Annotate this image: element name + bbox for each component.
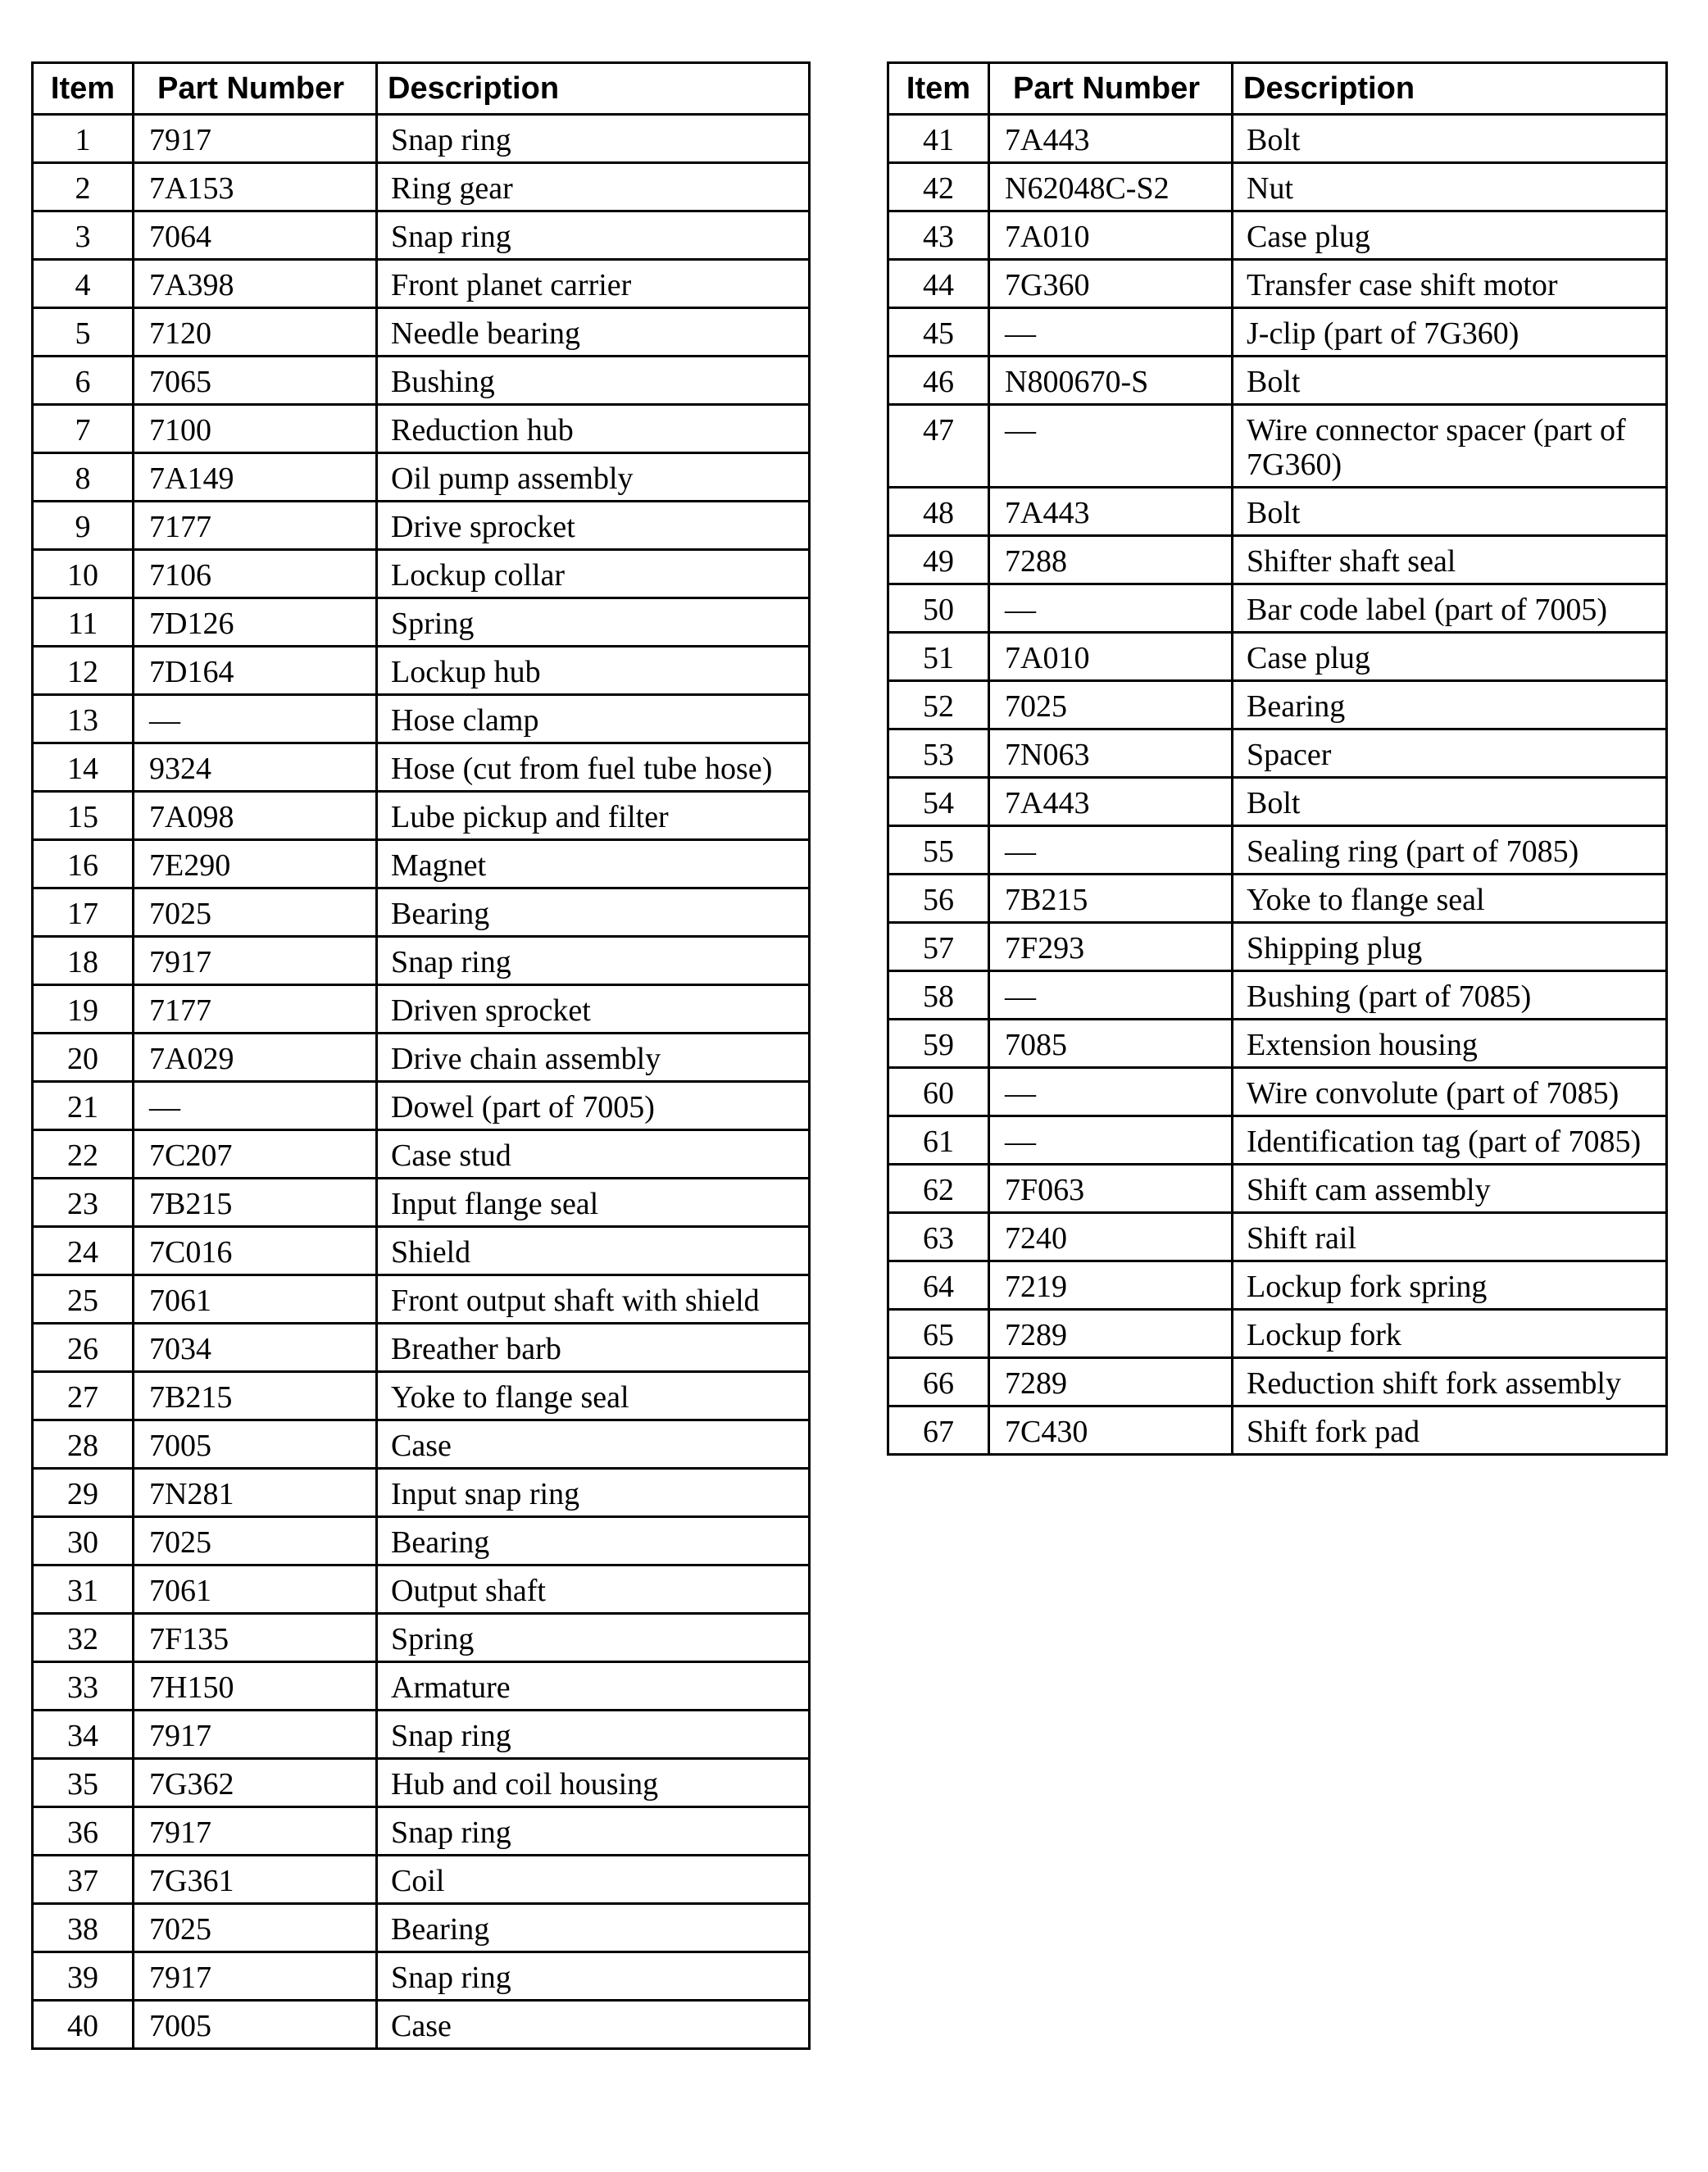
part-number-cell: 9324 — [134, 743, 377, 792]
description-cell: Reduction hub — [377, 405, 810, 453]
description-cell: Shift fork pad — [1233, 1406, 1667, 1455]
part-number-cell: 7034 — [134, 1324, 377, 1372]
item-cell: 36 — [33, 1807, 134, 1856]
table-row — [888, 405, 1667, 488]
description-cell: Nut — [1233, 163, 1667, 211]
table-row — [33, 1614, 810, 1662]
item-cell: 25 — [33, 1275, 134, 1324]
description-cell: Armature — [377, 1662, 810, 1711]
part-number-cell: 7B215 — [134, 1179, 377, 1227]
item-cell: 37 — [33, 1856, 134, 1904]
part-number-cell: 7G360 — [989, 260, 1233, 308]
part-number-cell: 7A010 — [989, 633, 1233, 681]
item-cell: 27 — [33, 1372, 134, 1420]
table-row — [33, 937, 810, 985]
parts-table-left — [31, 61, 811, 2050]
item-cell: 22 — [33, 1130, 134, 1179]
item-cell: 34 — [33, 1711, 134, 1759]
description-cell: Bearing — [377, 1517, 810, 1565]
item-cell: 52 — [888, 681, 989, 729]
description-cell: Shifter shaft seal — [1233, 536, 1667, 584]
table-row — [888, 633, 1667, 681]
description-cell: Bolt — [1233, 778, 1667, 826]
table-row — [33, 550, 810, 598]
item-cell: 18 — [33, 937, 134, 985]
description-cell: Reduction shift fork assembly — [1233, 1358, 1667, 1406]
table-row — [33, 2001, 810, 2049]
item-cell: 61 — [888, 1116, 989, 1165]
description-cell: Bushing — [377, 357, 810, 405]
header-row — [33, 63, 810, 115]
item-cell: 14 — [33, 743, 134, 792]
item-cell: 16 — [33, 840, 134, 888]
description-cell: Lockup collar — [377, 550, 810, 598]
description-cell: Extension housing — [1233, 1020, 1667, 1068]
description-cell: Hose clamp — [377, 695, 810, 743]
item-cell: 43 — [888, 211, 989, 260]
table-row — [888, 163, 1667, 211]
table-row — [33, 598, 810, 647]
item-cell: 6 — [33, 357, 134, 405]
item-cell: 5 — [33, 308, 134, 357]
part-number-cell: 7C207 — [134, 1130, 377, 1179]
item-cell: 28 — [33, 1420, 134, 1469]
part-number-cell: 7025 — [134, 1517, 377, 1565]
description-cell: Wire connector spacer (part of 7G360) — [1233, 405, 1667, 488]
parts-table-right — [887, 61, 1668, 1456]
table-row — [33, 115, 810, 163]
header-part-number: Part Number — [989, 63, 1233, 115]
part-number-cell: — — [134, 695, 377, 743]
part-number-cell: 7D126 — [134, 598, 377, 647]
item-cell: 57 — [888, 923, 989, 971]
part-number-cell: 7B215 — [134, 1372, 377, 1420]
description-cell: Drive sprocket — [377, 502, 810, 550]
part-number-cell: 7177 — [134, 502, 377, 550]
description-cell: J-clip (part of 7G360) — [1233, 308, 1667, 357]
item-cell: 24 — [33, 1227, 134, 1275]
item-cell: 50 — [888, 584, 989, 633]
table-row — [33, 211, 810, 260]
description-cell: Coil — [377, 1856, 810, 1904]
part-number-cell: 7025 — [134, 1904, 377, 1952]
part-number-cell: 7F293 — [989, 923, 1233, 971]
description-cell: Wire convolute (part of 7085) — [1233, 1068, 1667, 1116]
part-number-cell: 7A010 — [989, 211, 1233, 260]
item-cell: 29 — [33, 1469, 134, 1517]
table-row — [33, 1807, 810, 1856]
description-cell: Drive chain assembly — [377, 1034, 810, 1082]
part-number-cell: — — [134, 1082, 377, 1130]
part-number-cell: 7289 — [989, 1358, 1233, 1406]
item-cell: 51 — [888, 633, 989, 681]
item-cell: 13 — [33, 695, 134, 743]
table-row — [33, 985, 810, 1034]
description-cell: Lockup fork — [1233, 1310, 1667, 1358]
table-row — [33, 163, 810, 211]
part-number-cell: 7061 — [134, 1565, 377, 1614]
header-part-number: Part Number — [134, 63, 377, 115]
table-row — [33, 1227, 810, 1275]
part-number-cell: 7N063 — [989, 729, 1233, 778]
part-number-cell: 7106 — [134, 550, 377, 598]
table-row — [33, 1565, 810, 1614]
description-cell: Bearing — [377, 1904, 810, 1952]
table-row — [888, 875, 1667, 923]
table-row — [33, 840, 810, 888]
part-number-cell: 7120 — [134, 308, 377, 357]
table-row — [888, 488, 1667, 536]
description-cell: Hub and coil housing — [377, 1759, 810, 1807]
item-cell: 65 — [888, 1310, 989, 1358]
description-cell: Yoke to flange seal — [377, 1372, 810, 1420]
description-cell: Lube pickup and filter — [377, 792, 810, 840]
part-number-cell: — — [989, 405, 1233, 488]
description-cell: Hose (cut from fuel tube hose) — [377, 743, 810, 792]
item-cell: 10 — [33, 550, 134, 598]
description-cell: Snap ring — [377, 1807, 810, 1856]
table-row — [33, 1179, 810, 1227]
item-cell: 35 — [33, 1759, 134, 1807]
table-row — [888, 971, 1667, 1020]
description-cell: Front output shaft with shield — [377, 1275, 810, 1324]
description-cell: Identification tag (part of 7085) — [1233, 1116, 1667, 1165]
part-number-cell: 7100 — [134, 405, 377, 453]
item-cell: 26 — [33, 1324, 134, 1372]
item-cell: 2 — [33, 163, 134, 211]
table-row — [888, 1261, 1667, 1310]
table-row — [33, 453, 810, 502]
part-number-cell: 7917 — [134, 1711, 377, 1759]
description-cell: Case plug — [1233, 633, 1667, 681]
description-cell: Bearing — [377, 888, 810, 937]
part-number-cell: 7005 — [134, 1420, 377, 1469]
table-row — [33, 357, 810, 405]
item-cell: 17 — [33, 888, 134, 937]
description-cell: Shift rail — [1233, 1213, 1667, 1261]
description-cell: Snap ring — [377, 115, 810, 163]
table-row — [888, 826, 1667, 875]
part-number-cell: 7917 — [134, 1952, 377, 2001]
item-cell: 21 — [33, 1082, 134, 1130]
description-cell: Case — [377, 1420, 810, 1469]
header-item: Item — [888, 63, 989, 115]
description-cell: Ring gear — [377, 163, 810, 211]
item-cell: 54 — [888, 778, 989, 826]
header-description: Description — [1233, 63, 1667, 115]
description-cell: Lockup hub — [377, 647, 810, 695]
item-cell: 4 — [33, 260, 134, 308]
description-cell: Case plug — [1233, 211, 1667, 260]
table-row — [888, 1020, 1667, 1068]
item-cell: 31 — [33, 1565, 134, 1614]
item-cell: 59 — [888, 1020, 989, 1068]
description-cell: Snap ring — [377, 211, 810, 260]
description-cell: Shift cam assembly — [1233, 1165, 1667, 1213]
table-row — [33, 1856, 810, 1904]
description-cell: Sealing ring (part of 7085) — [1233, 826, 1667, 875]
part-number-cell: 7G362 — [134, 1759, 377, 1807]
table-row — [888, 1165, 1667, 1213]
table-row — [888, 584, 1667, 633]
description-cell: Bolt — [1233, 115, 1667, 163]
item-cell: 58 — [888, 971, 989, 1020]
item-cell: 39 — [33, 1952, 134, 2001]
part-number-cell: 7H150 — [134, 1662, 377, 1711]
table-row — [33, 1711, 810, 1759]
description-cell: Case stud — [377, 1130, 810, 1179]
table-row — [888, 1068, 1667, 1116]
description-cell: Spring — [377, 1614, 810, 1662]
item-cell: 23 — [33, 1179, 134, 1227]
item-cell: 15 — [33, 792, 134, 840]
item-cell: 9 — [33, 502, 134, 550]
item-cell: 53 — [888, 729, 989, 778]
description-cell: Lockup fork spring — [1233, 1261, 1667, 1310]
description-cell: Needle bearing — [377, 308, 810, 357]
item-cell: 41 — [888, 115, 989, 163]
part-number-cell: 7917 — [134, 1807, 377, 1856]
description-cell: Input snap ring — [377, 1469, 810, 1517]
description-cell: Dowel (part of 7005) — [377, 1082, 810, 1130]
part-number-cell: — — [989, 308, 1233, 357]
item-cell: 44 — [888, 260, 989, 308]
description-cell: Magnet — [377, 840, 810, 888]
item-cell: 40 — [33, 2001, 134, 2049]
part-number-cell: 7288 — [989, 536, 1233, 584]
description-cell: Front planet carrier — [377, 260, 810, 308]
item-cell: 42 — [888, 163, 989, 211]
table-row — [888, 1358, 1667, 1406]
description-cell: Shield — [377, 1227, 810, 1275]
description-cell: Snap ring — [377, 937, 810, 985]
part-number-cell: 7085 — [989, 1020, 1233, 1068]
description-cell: Yoke to flange seal — [1233, 875, 1667, 923]
part-number-cell: N62048C-S2 — [989, 163, 1233, 211]
description-cell: Input flange seal — [377, 1179, 810, 1227]
table-row — [888, 778, 1667, 826]
part-number-cell: 7C016 — [134, 1227, 377, 1275]
description-cell: Spacer — [1233, 729, 1667, 778]
part-number-cell: 7219 — [989, 1261, 1233, 1310]
table-row — [33, 1469, 810, 1517]
part-number-cell: 7A098 — [134, 792, 377, 840]
table-row — [33, 695, 810, 743]
description-cell: Bar code label (part of 7005) — [1233, 584, 1667, 633]
header-item: Item — [33, 63, 134, 115]
description-cell: Spring — [377, 598, 810, 647]
part-number-cell: 7005 — [134, 2001, 377, 2049]
item-cell: 8 — [33, 453, 134, 502]
table-row — [33, 743, 810, 792]
part-number-cell: 7B215 — [989, 875, 1233, 923]
table-row — [33, 792, 810, 840]
part-number-cell: 7F135 — [134, 1614, 377, 1662]
item-cell: 47 — [888, 405, 989, 488]
description-cell: Bolt — [1233, 488, 1667, 536]
item-cell: 12 — [33, 647, 134, 695]
table-row — [33, 1759, 810, 1807]
description-cell: Bushing (part of 7085) — [1233, 971, 1667, 1020]
item-cell: 66 — [888, 1358, 989, 1406]
header-row — [888, 63, 1667, 115]
table-row — [888, 729, 1667, 778]
table-row — [888, 536, 1667, 584]
table-row — [33, 647, 810, 695]
description-cell: Snap ring — [377, 1952, 810, 2001]
table-row — [33, 1034, 810, 1082]
part-number-cell: 7A443 — [989, 778, 1233, 826]
table-body-left — [33, 115, 810, 2049]
part-number-cell: 7N281 — [134, 1469, 377, 1517]
item-cell: 62 — [888, 1165, 989, 1213]
item-cell: 67 — [888, 1406, 989, 1455]
table-row — [888, 1406, 1667, 1455]
table-row — [33, 1904, 810, 1952]
part-number-cell: — — [989, 826, 1233, 875]
item-cell: 49 — [888, 536, 989, 584]
item-cell: 33 — [33, 1662, 134, 1711]
part-number-cell: 7240 — [989, 1213, 1233, 1261]
part-number-cell: — — [989, 584, 1233, 633]
part-number-cell: — — [989, 1116, 1233, 1165]
description-cell: Transfer case shift motor — [1233, 260, 1667, 308]
part-number-cell: 7A149 — [134, 453, 377, 502]
table-row — [888, 1310, 1667, 1358]
item-cell: 63 — [888, 1213, 989, 1261]
part-number-cell: 7A443 — [989, 488, 1233, 536]
part-number-cell: 7289 — [989, 1310, 1233, 1358]
description-cell: Bearing — [1233, 681, 1667, 729]
item-cell: 55 — [888, 826, 989, 875]
table-row — [888, 1116, 1667, 1165]
item-cell: 11 — [33, 598, 134, 647]
part-number-cell: 7917 — [134, 115, 377, 163]
table-row — [33, 1082, 810, 1130]
item-cell: 48 — [888, 488, 989, 536]
part-number-cell: 7A029 — [134, 1034, 377, 1082]
part-number-cell: 7C430 — [989, 1406, 1233, 1455]
item-cell: 56 — [888, 875, 989, 923]
table-row — [888, 1213, 1667, 1261]
item-cell: 64 — [888, 1261, 989, 1310]
description-cell: Output shaft — [377, 1565, 810, 1614]
item-cell: 30 — [33, 1517, 134, 1565]
part-number-cell: 7025 — [989, 681, 1233, 729]
item-cell: 20 — [33, 1034, 134, 1082]
part-number-cell: 7D164 — [134, 647, 377, 695]
item-cell: 45 — [888, 308, 989, 357]
description-cell: Case — [377, 2001, 810, 2049]
part-number-cell: 7G361 — [134, 1856, 377, 1904]
table-row — [888, 357, 1667, 405]
table-row — [33, 1952, 810, 2001]
part-number-cell: 7917 — [134, 937, 377, 985]
description-cell: Driven sprocket — [377, 985, 810, 1034]
table-row — [33, 1662, 810, 1711]
table-row — [33, 888, 810, 937]
description-cell: Snap ring — [377, 1711, 810, 1759]
description-cell: Breather barb — [377, 1324, 810, 1372]
description-cell: Shipping plug — [1233, 923, 1667, 971]
part-number-cell: 7064 — [134, 211, 377, 260]
part-number-cell: 7A443 — [989, 115, 1233, 163]
table-row — [888, 260, 1667, 308]
table-row — [33, 1517, 810, 1565]
table-row — [888, 923, 1667, 971]
item-cell: 60 — [888, 1068, 989, 1116]
table-row — [33, 260, 810, 308]
table-row — [33, 405, 810, 453]
item-cell: 46 — [888, 357, 989, 405]
part-number-cell: 7065 — [134, 357, 377, 405]
table-row — [33, 1372, 810, 1420]
part-number-cell: N800670-S — [989, 357, 1233, 405]
table-row — [888, 115, 1667, 163]
item-cell: 32 — [33, 1614, 134, 1662]
part-number-cell: 7A398 — [134, 260, 377, 308]
part-number-cell: 7F063 — [989, 1165, 1233, 1213]
part-number-cell: — — [989, 971, 1233, 1020]
table-row — [888, 211, 1667, 260]
table-row — [33, 1275, 810, 1324]
table-row — [33, 1420, 810, 1469]
part-number-cell: 7177 — [134, 985, 377, 1034]
header-description: Description — [377, 63, 810, 115]
item-cell: 1 — [33, 115, 134, 163]
table-body-right — [888, 115, 1667, 1455]
part-number-cell: — — [989, 1068, 1233, 1116]
table-row — [33, 1130, 810, 1179]
part-number-cell: 7A153 — [134, 163, 377, 211]
description-cell: Bolt — [1233, 357, 1667, 405]
description-cell: Oil pump assembly — [377, 453, 810, 502]
item-cell: 7 — [33, 405, 134, 453]
item-cell: 3 — [33, 211, 134, 260]
part-number-cell: 7025 — [134, 888, 377, 937]
item-cell: 19 — [33, 985, 134, 1034]
part-number-cell: 7E290 — [134, 840, 377, 888]
item-cell: 38 — [33, 1904, 134, 1952]
table-row — [33, 308, 810, 357]
table-row — [33, 1324, 810, 1372]
table-row — [33, 502, 810, 550]
table-row — [888, 681, 1667, 729]
table-row — [888, 308, 1667, 357]
part-number-cell: 7061 — [134, 1275, 377, 1324]
